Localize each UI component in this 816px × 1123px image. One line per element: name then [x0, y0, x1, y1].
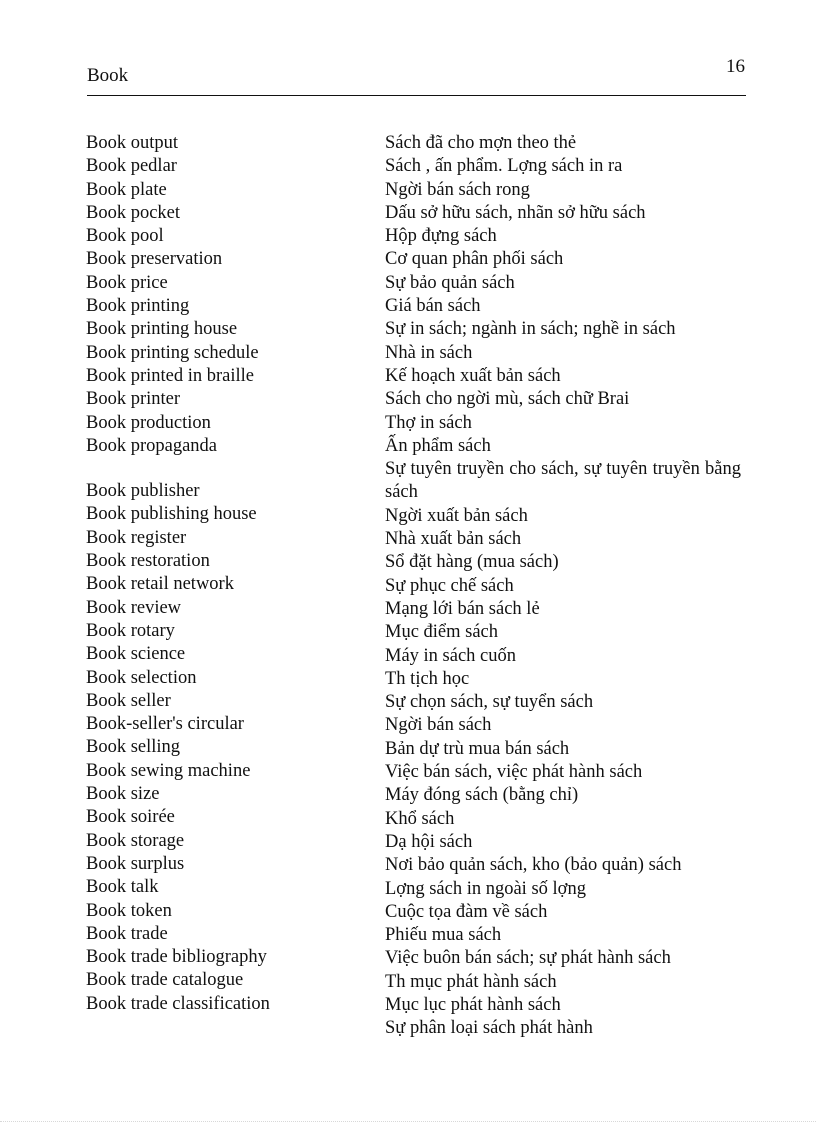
term-entry: Book printing — [86, 296, 190, 317]
translation-entry: Hộp đựng sách — [385, 226, 497, 247]
term-entry: Book printed in braille — [86, 365, 255, 386]
translation-entry: Sách , ấn phẩm. Lợng sách in ra — [385, 156, 623, 177]
term-entry: Book surplus — [86, 853, 185, 874]
translation-entry: Nơi bảo quản sách, kho (bảo quản) sách — [385, 855, 682, 876]
term-spacer — [86, 458, 376, 480]
term-list-english — [86, 132, 376, 1016]
translation-entry: Th mục phát hành sách — [385, 971, 557, 992]
translation-entry: Sự bảo quản sách — [385, 272, 515, 293]
term-entry: Book science — [86, 644, 186, 665]
term-entry: Book pedlar — [86, 156, 177, 177]
term-entry: Book propaganda — [86, 435, 218, 456]
translation-entry: Sự in sách; ngành in sách; nghề in sách — [385, 319, 676, 340]
translation-entry: Mục lục phát hành sách — [385, 994, 561, 1015]
translation-entry: Nhà xuất bản sách — [385, 529, 522, 550]
translation-entry: Sổ đặt hàng (mua sách) — [385, 552, 559, 573]
term-entry: Book printer — [86, 389, 181, 410]
page-bottom-edge — [0, 1121, 816, 1122]
term-entry: Book review — [86, 597, 182, 618]
term-entry: Book printing schedule — [86, 342, 259, 363]
translation-entry: Bản dự trù mua bán sách — [385, 738, 570, 759]
translation-entry: Ngời xuất bản sách — [385, 505, 528, 526]
term-entry: Book output — [86, 133, 178, 153]
translation-entry: Cuộc tọa đàm về sách — [385, 901, 548, 922]
translation-entry: Mục điểm sách — [385, 622, 499, 643]
translation-entry: Việc bán sách, việc phát hành sách — [385, 762, 643, 783]
translation-entry: Dấu sở hữu sách, nhãn sở hữu sách — [385, 202, 646, 223]
translation-entry: Sách cho ngời mù, sách chữ Brai — [385, 389, 630, 410]
term-entry: Book selling — [86, 737, 181, 758]
translation-entry: Lợng sách in ngoài số lợng — [385, 878, 586, 899]
translation-entry: Thợ in sách — [385, 412, 472, 433]
term-entry: Book publishing house — [86, 504, 257, 525]
term-entry: Book selection — [86, 667, 197, 688]
translation-entry: Dạ hội sách — [385, 831, 473, 852]
term-entry: Book-seller's circular — [86, 714, 244, 735]
term-entry: Book trade bibliography — [86, 947, 267, 968]
translation-entry: Sự tuyên truyền cho sách, sự tuyên truyền bằng sách — [385, 459, 741, 503]
translation-entry: Ngời bán sách rong — [385, 179, 530, 200]
term-entry: Book token — [86, 900, 172, 921]
translation-entry: Ngời bán sách — [385, 715, 492, 736]
translation-entry: Cơ quan phân phối sách — [385, 249, 564, 270]
translation-entry: Việc buôn bán sách; sự phát hành sách — [385, 948, 671, 969]
page-number: 16 — [726, 56, 745, 77]
term-entry: Book trade classification — [86, 993, 270, 1014]
translation-entry: Th tịch học — [385, 668, 470, 689]
term-entry: Book rotary — [86, 620, 175, 641]
translation-entry: Nhà in sách — [385, 342, 473, 363]
term-entry: Book size — [86, 784, 160, 805]
term-entry: Book register — [86, 527, 187, 548]
header-rule — [87, 95, 746, 96]
translation-entry: Sách đã cho mợn theo thẻ — [385, 133, 577, 153]
term-entry: Book talk — [86, 877, 159, 898]
term-entry: Book pocket — [86, 202, 181, 223]
translation-entry: Sự phân loại sách phát hành — [385, 1018, 593, 1039]
term-entry: Book trade — [86, 923, 168, 944]
translation-entry: Phiếu mua sách — [385, 925, 502, 946]
term-entry: Book soirée — [86, 807, 175, 828]
term-entry: Book pool — [86, 226, 164, 247]
translation-entry: Mạng lới bán sách lẻ — [385, 598, 540, 619]
translation-list-vietnamese — [385, 132, 741, 1041]
term-entry: Book restoration — [86, 551, 210, 572]
term-entry: Book plate — [86, 179, 167, 200]
term-entry: Book sewing machine — [86, 760, 251, 781]
term-entry: Book preservation — [86, 249, 223, 270]
term-entry: Book price — [86, 272, 168, 293]
page-header-title: Book — [87, 65, 129, 86]
translation-entry: Sự phục chế sách — [385, 575, 514, 596]
translation-entry: Kế hoạch xuất bản sách — [385, 365, 561, 386]
term-entry: Book retail network — [86, 574, 234, 595]
term-entry: Book production — [86, 412, 211, 433]
term-entry: Book printing house — [86, 319, 238, 340]
term-entry: Book seller — [86, 690, 171, 711]
translation-entry: Máy đóng sách (bằng chỉ) — [385, 785, 579, 806]
term-entry: Book publisher — [86, 481, 200, 502]
translation-entry: Sự chọn sách, sự tuyển sách — [385, 692, 594, 713]
translation-entry: Máy in sách cuốn — [385, 645, 517, 666]
term-entry: Book storage — [86, 830, 185, 851]
translation-entry: Khổ sách — [385, 808, 455, 829]
translation-entry: Giá bán sách — [385, 296, 481, 317]
term-entry: Book trade catalogue — [86, 970, 244, 991]
translation-entry: Ấn phẩm sách — [385, 435, 491, 456]
